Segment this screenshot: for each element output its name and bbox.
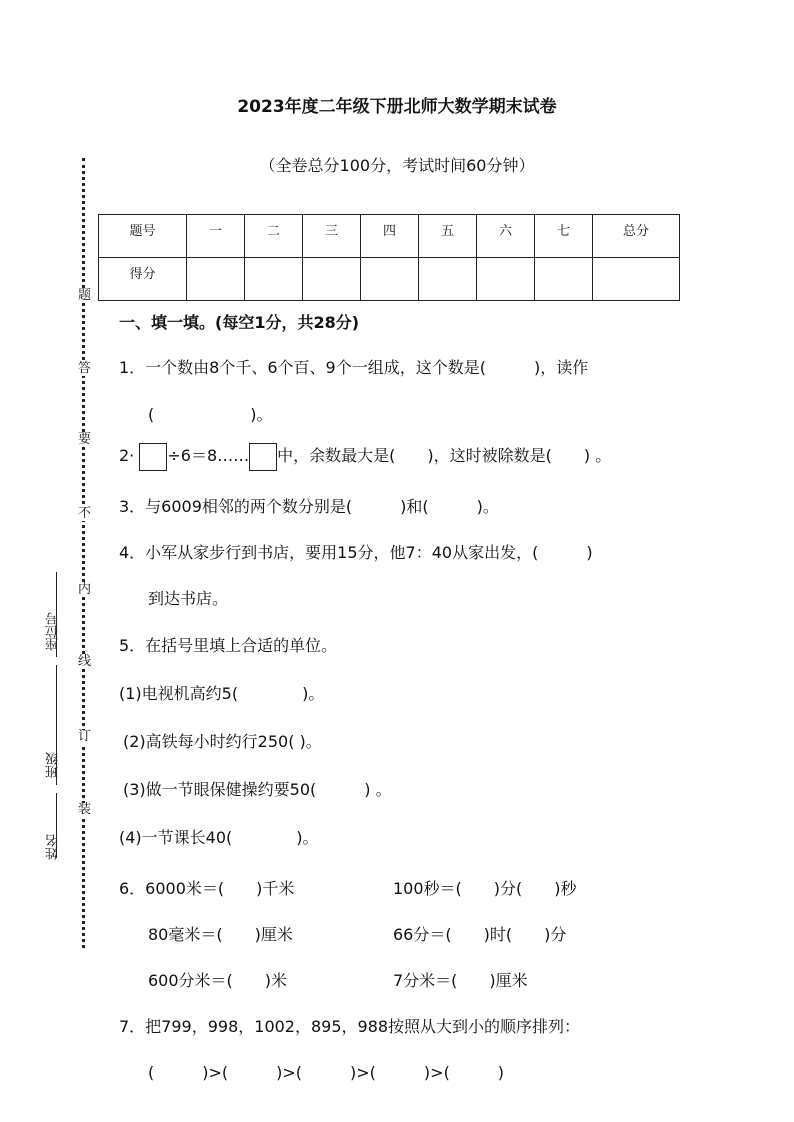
question-6-right-3: 7分米＝( )厘米 bbox=[393, 971, 528, 990]
class-field[interactable] bbox=[56, 665, 57, 785]
remainder-box[interactable] bbox=[249, 443, 277, 471]
page-title: 2023年度二年级下册北师大数学期末试卷 bbox=[237, 97, 557, 117]
margin-char: 答 bbox=[78, 361, 92, 376]
question-4-continued: 到达书店。 bbox=[148, 589, 229, 608]
margin-char: 题 bbox=[78, 288, 92, 303]
score-cell[interactable] bbox=[187, 258, 245, 301]
score-cell[interactable] bbox=[245, 258, 303, 301]
score-row-label: 得分 bbox=[99, 258, 187, 301]
question-1: 1．一个数由8个千、6个百、9个一组成，这个数是( )，读作 bbox=[119, 358, 589, 377]
margin-char: 内 bbox=[78, 582, 92, 597]
table-header-cell: 三 bbox=[303, 215, 361, 258]
question-7-blanks: ( )>( )>( )>( )>( ) bbox=[148, 1063, 505, 1082]
score-cell[interactable] bbox=[477, 258, 535, 301]
margin-char: 不 bbox=[78, 506, 92, 521]
margin-char: 要 bbox=[78, 432, 92, 447]
question-2 bbox=[119, 441, 611, 471]
binding-dotted-line bbox=[82, 158, 85, 948]
seat-number-field[interactable] bbox=[56, 572, 57, 657]
score-cell[interactable] bbox=[535, 258, 593, 301]
seat-number-label: 座位号 bbox=[46, 612, 61, 651]
score-cell[interactable] bbox=[593, 258, 680, 301]
score-table bbox=[98, 214, 680, 301]
table-header-row bbox=[99, 215, 680, 258]
table-header-cell: 一 bbox=[187, 215, 245, 258]
dividend-box[interactable] bbox=[139, 443, 167, 471]
question-5-3: (3)做一节眼保健操约要50( ) 。 bbox=[123, 780, 392, 799]
question-6-right-2: 66分＝( )时( )分 bbox=[393, 925, 567, 944]
question-1-blank: ( )。 bbox=[148, 405, 273, 424]
section-heading: 一、填一填。(每空1分，共28分) bbox=[119, 313, 360, 332]
name-field[interactable] bbox=[56, 793, 57, 858]
name-label: 姓名 bbox=[46, 834, 61, 860]
table-header-cell: 总分 bbox=[593, 215, 680, 258]
score-cell[interactable] bbox=[303, 258, 361, 301]
page-subtitle: （全卷总分100分，考试时间60分钟） bbox=[259, 156, 535, 175]
question-5-1: (1)电视机高约5( )。 bbox=[119, 684, 325, 703]
question-6-left-3: 600分米＝( )米 bbox=[148, 971, 288, 990]
question-6-right-1: 100秒＝( )分( )秒 bbox=[393, 879, 577, 898]
table-header-cell: 四 bbox=[361, 215, 419, 258]
question-5: 5．在括号里填上合适的单位。 bbox=[119, 636, 338, 655]
table-header-cell: 二 bbox=[245, 215, 303, 258]
margin-char: 订 bbox=[78, 729, 92, 744]
question-5-2: (2)高铁每小时约行250( )。 bbox=[123, 732, 322, 751]
margin-char: 线 bbox=[78, 654, 92, 669]
question-3: 3．与6009相邻的两个数分别是( )和( )。 bbox=[119, 497, 499, 516]
question-5-4: (4)一节课长40( )。 bbox=[119, 828, 319, 847]
question-2-expression: ÷6＝8…… bbox=[167, 446, 250, 465]
table-score-row bbox=[99, 258, 680, 301]
question-2-text: 中，余数最大是( )，这时被除数是( ) 。 bbox=[277, 446, 612, 465]
question-2-number: 2· bbox=[119, 446, 135, 465]
table-header-cell: 五 bbox=[419, 215, 477, 258]
table-header-cell: 七 bbox=[535, 215, 593, 258]
score-cell[interactable] bbox=[419, 258, 477, 301]
table-header-cell: 六 bbox=[477, 215, 535, 258]
question-6-left-2: 80毫米＝( )厘米 bbox=[148, 925, 293, 944]
question-6-left-1: 6．6000米＝( )千米 bbox=[119, 879, 295, 898]
table-header-cell: 题号 bbox=[99, 215, 187, 258]
question-4: 4．小军从家步行到书店，要用15分，他7：40从家出发，( ) bbox=[119, 543, 593, 562]
margin-char: 装 bbox=[78, 802, 92, 817]
score-cell[interactable] bbox=[361, 258, 419, 301]
question-7: 7．把799，998，1002，895，988按照从大到小的顺序排列： bbox=[119, 1017, 581, 1036]
class-label: 班级 bbox=[46, 752, 61, 778]
